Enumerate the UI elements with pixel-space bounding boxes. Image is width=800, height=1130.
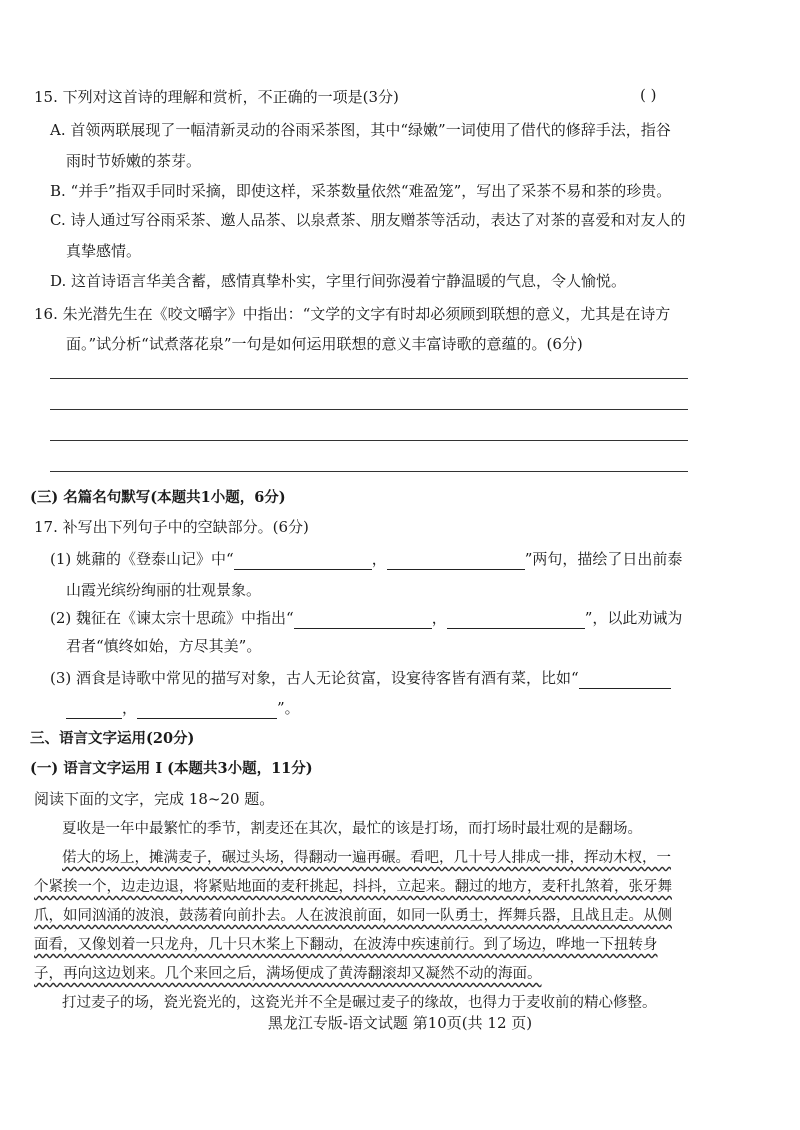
q17-stem: 17. 补写出下列句子中的空缺部分。(6分)	[34, 518, 309, 536]
part-three-subtitle: (一) 语言文字运用 I (本题共3小题，11分)	[30, 760, 313, 777]
reading-paragraph-2-line-5: 子，再向这边划来。几个来回之后，满场便成了黄涛翻滚却又凝然不动的海面。	[34, 966, 542, 982]
reading-paragraph-2-line-3: 爪，如同汹涌的波浪，鼓荡着向前扑去。人在波浪前面，如同一队勇士，挥舞兵器，且战且走。从侧	[34, 908, 672, 924]
q15-option-d: D. 这首诗语言华美含蓄，感情真挚朴实，字里行间弥漫着宁静温暖的气息，令人愉悦。	[50, 272, 627, 290]
q17-item-1-blank-b[interactable]	[387, 553, 525, 570]
section-three-title: (三) 名篇名句默写(本题共1小题，6分)	[30, 489, 286, 506]
q15-stem: 15. 下列对这首诗的理解和赏析，不正确的一项是(3分)	[34, 88, 399, 106]
q17-item-3	[50, 667, 671, 689]
q17-item-2-mid: ，	[431, 609, 447, 627]
q17-item-3-mid: ，	[122, 699, 138, 717]
q16-stem: 16. 朱光潜先生在《咬文嚼字》中指出：“文学的文字有时却必须顾到联想的意义，尤其是在诗方	[34, 305, 671, 323]
q15-option-b: B. “并手”指双手同时采摘，即使这样，采茶数量依然“难盈笼”，写出了采茶不易和茶的珍贵。	[50, 182, 672, 200]
reading-paragraph-2-line-1: 偌大的场上，摊满麦子，碾过头场，得翻动一遍再碾。看吧，几十号人排成一排，挥动木杈，一	[62, 850, 671, 866]
q16-answer-line-3[interactable]	[50, 440, 688, 441]
reading-instruction: 阅读下面的文字，完成 18~20 题。	[34, 790, 275, 808]
q17-item-3-post: ”。	[277, 699, 300, 717]
q17-item-1-cont: 山霞光缤纷绚丽的壮观景象。	[66, 581, 262, 599]
q17-item-2-blank-a[interactable]	[294, 612, 432, 629]
reading-paragraph-1: 夏收是一年中最繁忙的季节，割麦还在其次，最忙的该是打场，而打场时最壮观的是翻场。	[62, 821, 642, 837]
reading-paragraph-3: 打过麦子的场，瓷光瓷光的，这瓷光并不全是碾过麦子的缘故，也得力于麦收前的精心修整。	[62, 995, 657, 1011]
q17-item-2	[50, 607, 682, 629]
page-footer: 黑龙江专版-语文试题 第10页(共 12 页)	[267, 1014, 533, 1032]
q15-option-a: A. 首领两联展现了一幅清新灵动的谷雨采茶图，其中“绿嫩”一词使用了借代的修辞手法，指谷	[50, 121, 671, 139]
q17-item-3-blank-a-cont[interactable]	[66, 702, 122, 719]
reading-paragraph-2-line-4: 面看，又像划着一只龙舟，几十只木桨上下翻动，在波涛中疾速前行。到了场边，哗地一下扭转身	[34, 937, 658, 953]
q17-item-1-post: ”两句，描绘了日出前泰	[524, 550, 683, 568]
q15-option-c-cont: 真挚感情。	[66, 242, 142, 260]
q17-item-1-pre: (1) 姚鼐的《登泰山记》中“	[50, 550, 234, 568]
q17-item-2-post: ”，以此劝诫为	[584, 609, 683, 627]
q17-item-1	[50, 548, 682, 570]
q17-item-1-blank-a[interactable]	[234, 553, 372, 570]
q17-item-3-pre: (3) 酒食是诗歌中常见的描写对象，古人无论贫富，设宴待客皆有酒有菜，比如“	[50, 669, 579, 687]
q17-item-1-mid: ，	[371, 550, 387, 568]
q17-item-2-blank-b[interactable]	[447, 612, 585, 629]
q17-item-2-cont: 君者“慎终如始，方尽其美”。	[66, 637, 262, 655]
q15-answer-bracket: ( )	[640, 86, 657, 104]
q16-answer-line-1[interactable]	[50, 378, 688, 379]
q16-answer-line-2[interactable]	[50, 409, 688, 410]
q17-item-3-cont	[66, 697, 300, 719]
q17-item-2-pre: (2) 魏征在《谏太宗十思疏》中指出“	[50, 609, 294, 627]
q15-option-a-cont: 雨时节娇嫩的茶芽。	[66, 152, 202, 170]
q17-item-3-blank-b[interactable]	[137, 702, 277, 719]
q16-stem-cont: 面。”试分析“试煮落花泉”一句是如何运用联想的意义丰富诗歌的意蕴的。(6分)	[66, 335, 583, 353]
q17-item-3-blank-a[interactable]	[579, 672, 671, 689]
q15-option-c: C. 诗人通过写谷雨采茶、邀人品茶、以泉煮茶、朋友赠茶等活动，表达了对茶的喜爱和对友人的	[50, 211, 686, 229]
part-three-title: 三、语言文字运用(20分)	[30, 730, 195, 747]
q16-answer-line-4[interactable]	[50, 471, 688, 472]
reading-paragraph-2-line-2: 个紧挨一个，边走边退，将紧贴地面的麦秆挑起，抖抖，立起来。翻过的地方，麦秆扎煞着，张牙舞	[34, 879, 672, 895]
